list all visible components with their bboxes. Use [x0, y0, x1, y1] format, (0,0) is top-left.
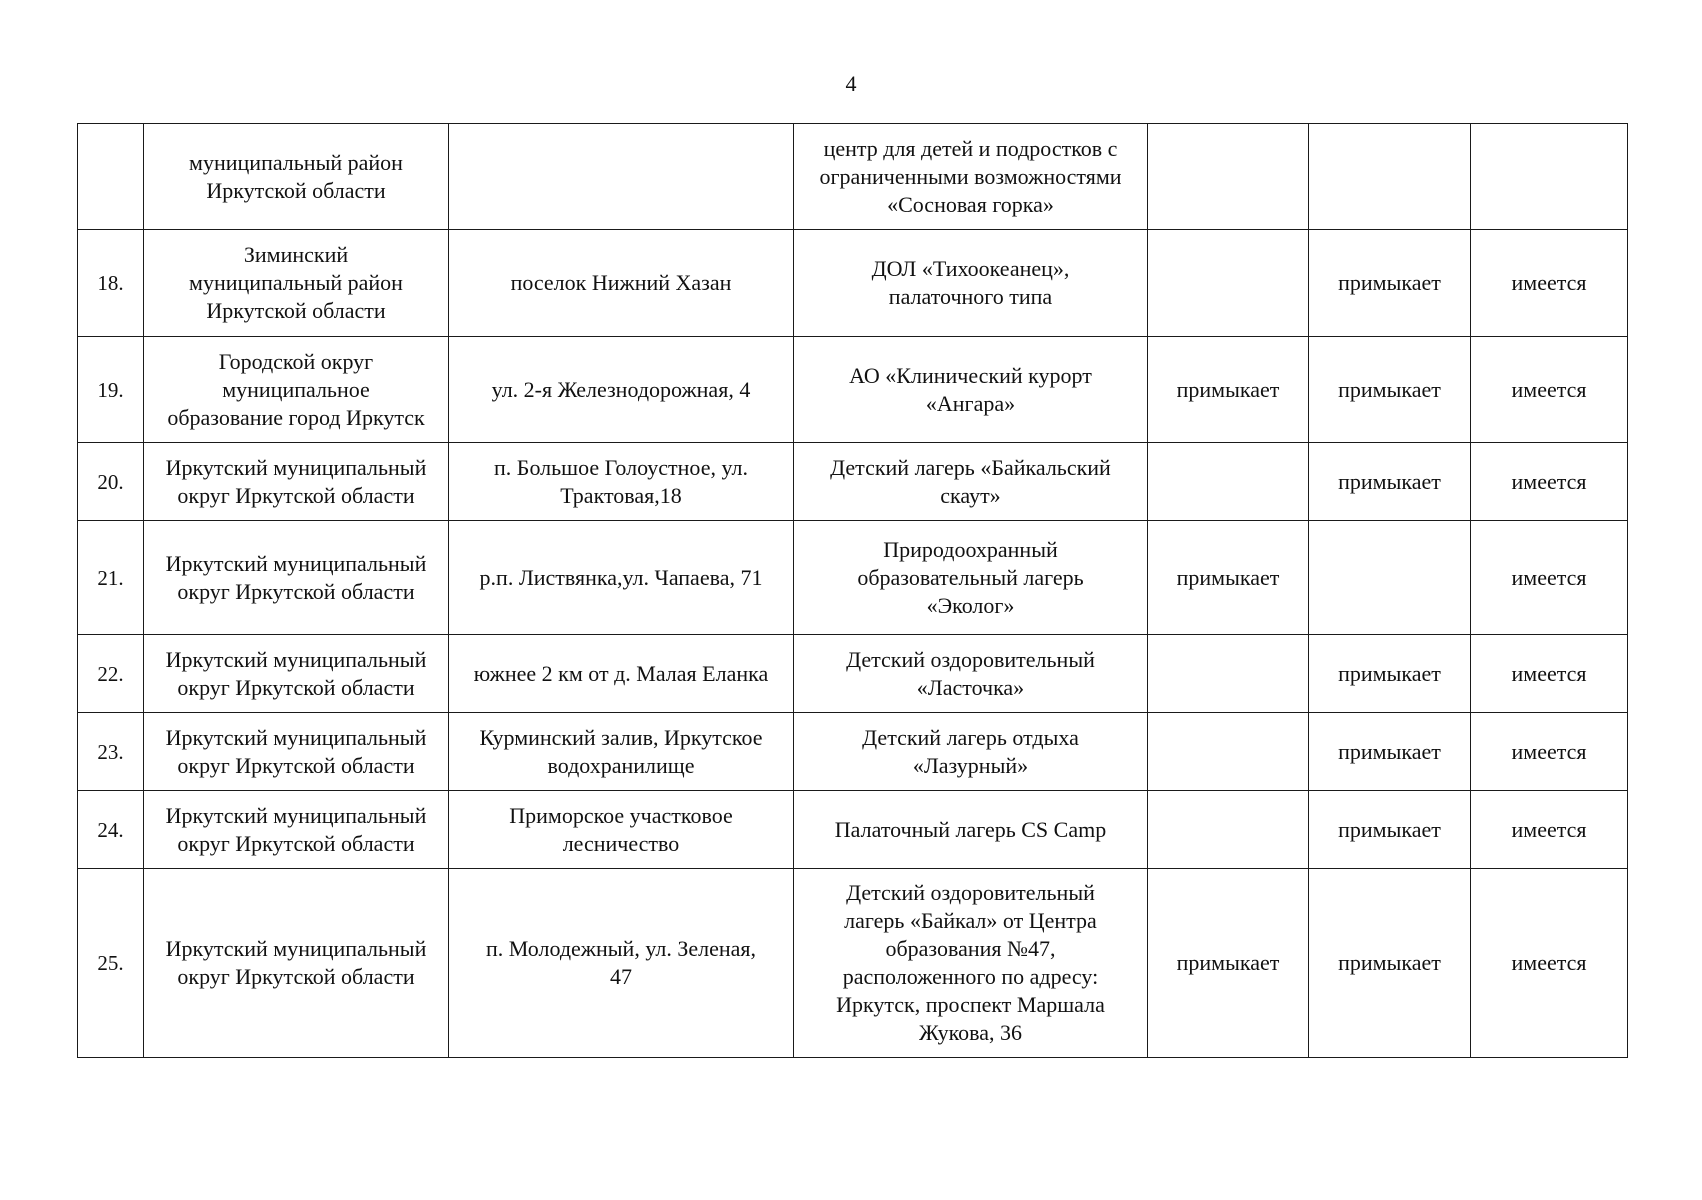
availability-cell: имеется: [1471, 635, 1628, 713]
address-cell: ул. 2-я Железнодорожная, 4: [449, 337, 794, 443]
adjacency-cell-1: примыкает: [1148, 521, 1309, 635]
address-cell: южнее 2 км от д. Малая Еланка: [449, 635, 794, 713]
facility-cell: Детский лагерь «Байкальский скаут»: [794, 443, 1148, 521]
facility-cell: Детский лагерь отдыха «Лазурный»: [794, 713, 1148, 791]
adjacency-cell-2: примыкает: [1309, 713, 1471, 791]
table-row: [78, 230, 1628, 337]
table-row: [78, 124, 1628, 230]
adjacency-cell-1: [1148, 713, 1309, 791]
row-number-cell: 25.: [78, 869, 144, 1058]
municipality-cell: Иркутский муниципальный округ Иркутской области: [144, 521, 449, 635]
adjacency-cell-2: [1309, 124, 1471, 230]
facility-cell: Палаточный лагерь CS Camp: [794, 791, 1148, 869]
page-number: 4: [845, 71, 857, 96]
table-row: [78, 443, 1628, 521]
facility-cell: Детский оздоровительный «Ласточка»: [794, 635, 1148, 713]
address-cell: п. Большое Голоустное, ул. Трактовая,18: [449, 443, 794, 521]
adjacency-cell-1: примыкает: [1148, 869, 1309, 1058]
availability-cell: имеется: [1471, 443, 1628, 521]
facility-cell: Природоохранный образовательный лагерь «Эколог»: [794, 521, 1148, 635]
adjacency-cell-2: примыкает: [1309, 443, 1471, 521]
availability-cell: имеется: [1471, 791, 1628, 869]
availability-cell: имеется: [1471, 521, 1628, 635]
availability-cell: имеется: [1471, 337, 1628, 443]
table-body: [78, 124, 1628, 1058]
address-cell: Приморское участковое лесничество: [449, 791, 794, 869]
table-row: [78, 869, 1628, 1058]
table-row: [78, 337, 1628, 443]
row-number-cell: 23.: [78, 713, 144, 791]
table-row: [78, 791, 1628, 869]
adjacency-cell-2: примыкает: [1309, 791, 1471, 869]
municipality-cell: Иркутский муниципальный округ Иркутской области: [144, 635, 449, 713]
row-number-cell: 19.: [78, 337, 144, 443]
row-number-cell: 21.: [78, 521, 144, 635]
facility-cell: АО «Клинический курорт «Ангара»: [794, 337, 1148, 443]
address-cell: [449, 124, 794, 230]
municipality-cell: Иркутский муниципальный округ Иркутской области: [144, 869, 449, 1058]
adjacency-cell-2: примыкает: [1309, 635, 1471, 713]
address-cell: р.п. Листвянка,ул. Чапаева, 71: [449, 521, 794, 635]
row-number-cell: [78, 124, 144, 230]
availability-cell: [1471, 124, 1628, 230]
municipality-cell: Зиминский муниципальный район Иркутской области: [144, 230, 449, 337]
municipality-cell: Городской округ муниципальное образование город Иркутск: [144, 337, 449, 443]
facility-cell: центр для детей и подростков с ограниченными возможностями «Сосновая горка»: [794, 124, 1148, 230]
address-cell: Курминский залив, Иркутское водохранилище: [449, 713, 794, 791]
municipality-cell: Иркутский муниципальный округ Иркутской области: [144, 791, 449, 869]
camps-table: [77, 123, 1628, 1058]
adjacency-cell-2: примыкает: [1309, 337, 1471, 443]
row-number-cell: 22.: [78, 635, 144, 713]
facility-cell: ДОЛ «Тихоокеанец», палаточного типа: [794, 230, 1148, 337]
address-cell: п. Молодежный, ул. Зеленая, 47: [449, 869, 794, 1058]
adjacency-cell-1: [1148, 443, 1309, 521]
availability-cell: имеется: [1471, 869, 1628, 1058]
row-number-cell: 20.: [78, 443, 144, 521]
availability-cell: имеется: [1471, 230, 1628, 337]
municipality-cell: Иркутский муниципальный округ Иркутской области: [144, 443, 449, 521]
address-cell: поселок Нижний Хазан: [449, 230, 794, 337]
municipality-cell: Иркутский муниципальный округ Иркутской области: [144, 713, 449, 791]
adjacency-cell-1: [1148, 230, 1309, 337]
adjacency-cell-1: [1148, 791, 1309, 869]
adjacency-cell-1: [1148, 635, 1309, 713]
table-row: [78, 713, 1628, 791]
municipality-cell: муниципальный район Иркутской области: [144, 124, 449, 230]
facility-cell: Детский оздоровительный лагерь «Байкал» от Центра образования №47, расположенного по адресу: Иркутск, проспект Маршала Жукова, 36: [794, 869, 1148, 1058]
table-row: [78, 635, 1628, 713]
adjacency-cell-2: примыкает: [1309, 230, 1471, 337]
adjacency-cell-1: примыкает: [1148, 337, 1309, 443]
row-number-cell: 18.: [78, 230, 144, 337]
row-number-cell: 24.: [78, 791, 144, 869]
adjacency-cell-2: [1309, 521, 1471, 635]
availability-cell: имеется: [1471, 713, 1628, 791]
table-row: [78, 521, 1628, 635]
adjacency-cell-1: [1148, 124, 1309, 230]
adjacency-cell-2: примыкает: [1309, 869, 1471, 1058]
